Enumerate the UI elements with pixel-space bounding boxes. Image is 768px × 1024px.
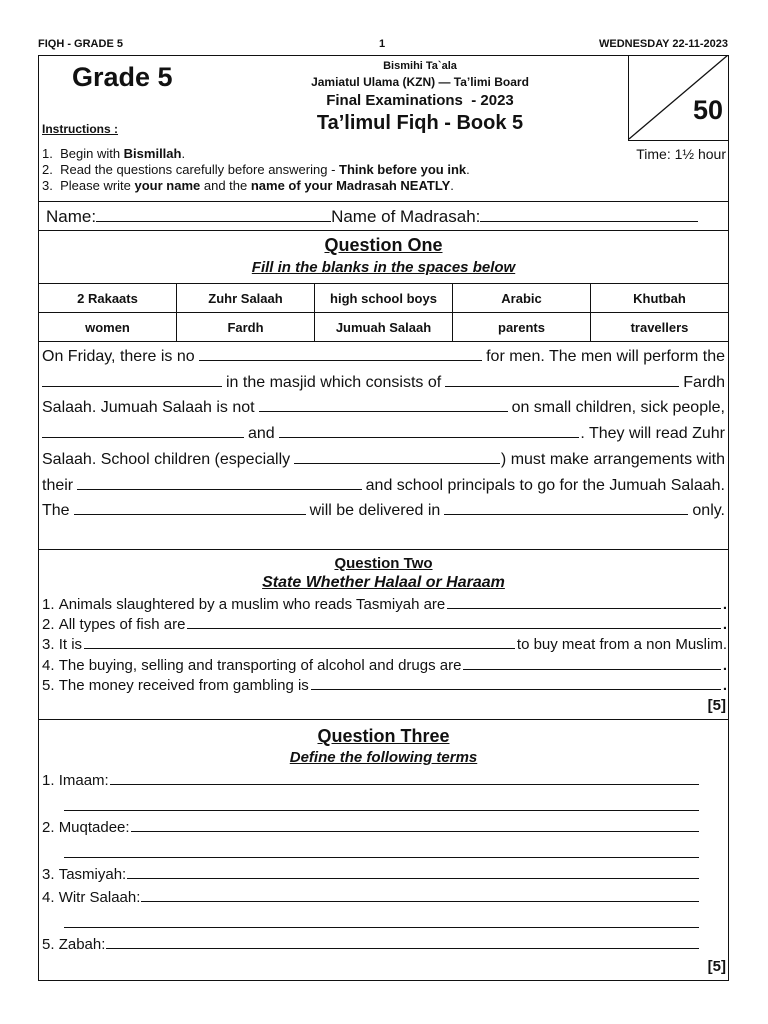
q3-answer-line[interactable]: [106, 934, 699, 949]
word-bank-cell: Zuhr Salaah: [177, 284, 315, 313]
q1-line: On Friday, there is no for men. The men will perform the: [42, 348, 725, 365]
q3-title: Question Three: [317, 726, 450, 746]
q3-answer-line[interactable]: [64, 810, 699, 811]
book-title: Ta’limul Fiqh - Book 5: [316, 112, 524, 134]
instructions-heading: Instructions :: [42, 122, 119, 136]
q1-blank[interactable]: [199, 346, 482, 361]
q2-marks: [5]: [707, 697, 726, 714]
word-bank-cell: Fardh: [177, 313, 315, 342]
q1-blank[interactable]: [259, 397, 508, 412]
q2-blank[interactable]: [311, 676, 721, 690]
q1-paragraph: [42, 344, 725, 524]
q3-answer-line[interactable]: [64, 857, 699, 858]
name-row: [46, 207, 698, 227]
grade-title: Grade 5: [72, 62, 173, 92]
instruction-item: 3. Please write your name and the name of your Madrasah NEATLY.: [42, 178, 454, 193]
q1-blank[interactable]: [279, 423, 580, 438]
q1-blank[interactable]: [42, 372, 222, 387]
q1-line: Salaah. School children (especially ) must make arrangements with: [42, 450, 725, 468]
total-marks: 50: [692, 95, 723, 125]
q1-line: their and school principals to go for the Jumuah Salaah.: [42, 476, 725, 494]
exam-date: WEDNESDAY 22-11-2023: [598, 38, 728, 50]
q1-line: Salaah. Jumuah Salaah is not on small children, sick people,: [42, 399, 725, 417]
q2-blank[interactable]: [447, 595, 721, 609]
q2-list: [42, 595, 727, 696]
q2-title: Question Two: [334, 555, 433, 572]
madrasah-label: Name of Madrasah:: [331, 207, 481, 226]
q1-line: and . They will read Zuhr: [42, 421, 725, 447]
word-bank-cell: Arabic: [453, 284, 591, 313]
q3-answer-line[interactable]: [131, 817, 699, 832]
word-bank-cell: 2 Rakaats: [39, 284, 177, 313]
q3-answer-line[interactable]: [110, 770, 699, 785]
word-bank-cell: Khutbah: [591, 284, 729, 313]
q3-item: 1. Imaam:: [42, 770, 699, 789]
q2-item: 5. The money received from gambling is .: [42, 676, 727, 694]
divider: [38, 201, 729, 202]
q1-title: Question One: [324, 235, 443, 255]
q3-subtitle: Define the following terms: [289, 749, 478, 766]
q1-blank[interactable]: [445, 372, 679, 387]
q2-blank[interactable]: [187, 615, 720, 629]
q2-blank[interactable]: [84, 635, 515, 649]
q1-blank[interactable]: [294, 449, 500, 464]
instructions-list: [42, 146, 470, 194]
word-bank-cell: parents: [453, 313, 591, 342]
q2-item: 1. Animals slaughtered by a muslim who reads Tasmiyah are .: [42, 596, 727, 613]
word-bank: [38, 283, 729, 342]
name-label: Name:: [46, 207, 97, 226]
q2-item: 2. All types of fish are .: [42, 616, 727, 634]
q3-item: 2. Muqtadee:: [42, 817, 699, 836]
q1-subtitle: Fill in the blanks in the spaces below: [251, 259, 516, 276]
q1-blank[interactable]: [444, 500, 688, 515]
q1-line: The will be delivered in only.: [42, 502, 725, 520]
q3-item: 5. Zabah:: [42, 934, 699, 953]
q1-blank[interactable]: [42, 423, 244, 438]
q2-item: 3. It is to buy meat from a non Muslim.: [42, 636, 727, 654]
q3-answer-line[interactable]: [127, 864, 699, 879]
q3-marks: [5]: [707, 958, 726, 975]
divider: [38, 719, 729, 720]
q1-blank[interactable]: [77, 475, 362, 490]
exam-name: Final Examinations - 2023: [326, 92, 514, 109]
q2-item: 4. The buying, selling and transporting of alcohol and drugs are .: [42, 656, 727, 674]
madrasah-field[interactable]: [480, 207, 698, 222]
word-bank-cell: travellers: [591, 313, 729, 342]
time-allowed: Time: 1½ hour: [636, 146, 726, 162]
divider: [38, 230, 729, 231]
word-bank-cell: women: [39, 313, 177, 342]
instruction-item: 2. Read the questions carefully before answering - Think before you ink.: [42, 162, 470, 177]
divider: [38, 549, 729, 550]
page-number: 1: [379, 38, 386, 50]
board-name: Jamiatul Ulama (KZN) — Ta’limi Board: [311, 75, 529, 89]
bismillah-text: Bismihi Ta`ala: [383, 60, 457, 72]
q3-item: 3. Tasmiyah:: [42, 864, 699, 883]
q1-blank[interactable]: [74, 500, 306, 515]
q3-item: 4. Witr Salaah:: [42, 887, 699, 906]
q2-blank[interactable]: [463, 656, 720, 670]
q1-line: in the masjid which consists of Fardh: [42, 370, 725, 396]
word-bank-cell: Jumuah Salaah: [315, 313, 453, 342]
marks-box: [628, 55, 729, 141]
q3-answer-line[interactable]: [141, 887, 699, 902]
instruction-item: 1. Begin with Bismillah.: [42, 146, 186, 161]
subject-grade: FIQH - GRADE 5: [38, 38, 123, 50]
name-field[interactable]: [96, 207, 331, 222]
q2-subtitle: State Whether Halaal or Haraam: [262, 574, 505, 591]
q3-answer-line[interactable]: [64, 927, 699, 928]
word-bank-cell: high school boys: [315, 284, 453, 313]
